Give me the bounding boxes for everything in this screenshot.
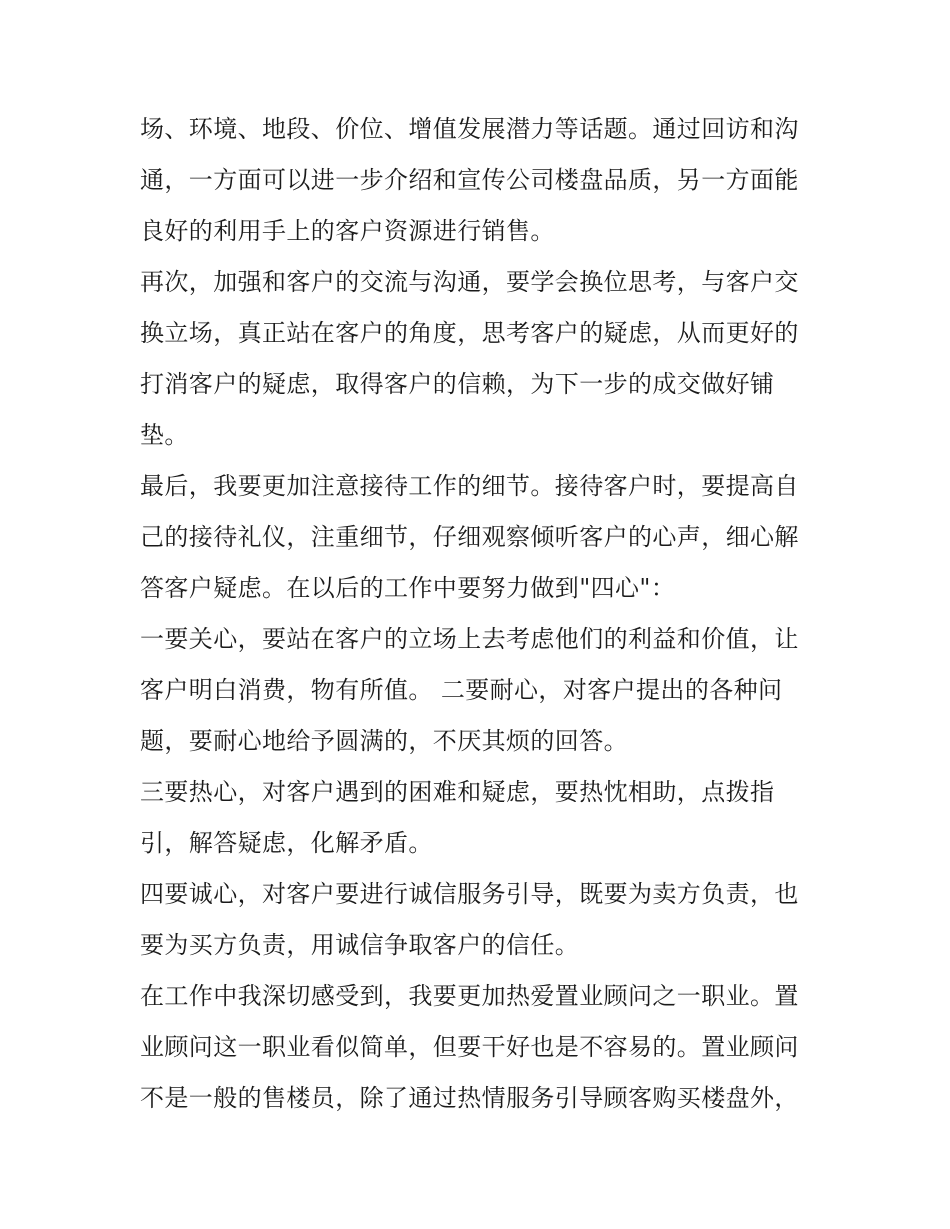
text-line: 题，要耐心地给予圆满的，不厌其烦的回答。 xyxy=(140,727,628,755)
text-line: 引，解答疑虑，化解矛盾。 xyxy=(140,829,433,857)
text-line: 己的接待礼仪，注重细节，仔细观察倾听客户的心声，细心解 xyxy=(140,523,799,551)
text-line: 再次，加强和客户的交流与沟通，要学会换位思考，与客户交 xyxy=(140,268,799,296)
text-line: 最后，我要更加注意接待工作的细节。接待客户时，要提高自 xyxy=(140,472,799,500)
text-line: 一要关心，要站在客户的立场上去考虑他们的利益和价值，让 xyxy=(140,625,799,653)
text-line: 良好的利用手上的客户资源进行销售。 xyxy=(140,217,555,245)
document-body xyxy=(140,104,830,1124)
text-line: 客户明白消费，物有所值。 二要耐心，对客户提出的各种问 xyxy=(140,676,783,704)
text-line: 三要热心，对客户遇到的困难和疑虑，要热忱相助，点拨指 xyxy=(140,778,775,806)
text-line: 在工作中我深切感受到，我要更加热爱置业顾问之一职业。置 xyxy=(140,982,799,1010)
text-line: 业顾问这一职业看似简单，但要干好也是不容易的。置业顾问 xyxy=(140,1033,799,1061)
text-line: 不是一般的售楼员，除了通过热情服务引导顾客购买楼盘外， xyxy=(140,1084,799,1112)
text-line: 要为买方负责，用诚信争取客户的信任。 xyxy=(140,931,580,959)
text-line: 答客户疑虑。在以后的工作中要努力做到"四心"： xyxy=(140,574,676,602)
text-line: 通，一方面可以进一步介绍和宣传公司楼盘品质，另一方面能 xyxy=(140,166,799,194)
text-line: 换立场，真正站在客户的角度，思考客户的疑虑，从而更好的 xyxy=(140,319,799,347)
text-line: 场、环境、地段、价位、增值发展潜力等话题。通过回访和沟 xyxy=(140,115,799,143)
text-line: 垫。 xyxy=(140,421,189,449)
text-line: 四要诚心，对客户要进行诚信服务引导，既要为卖方负责，也 xyxy=(140,880,799,908)
text-line: 打消客户的疑虑，取得客户的信赖，为下一步的成交做好铺 xyxy=(140,370,775,398)
